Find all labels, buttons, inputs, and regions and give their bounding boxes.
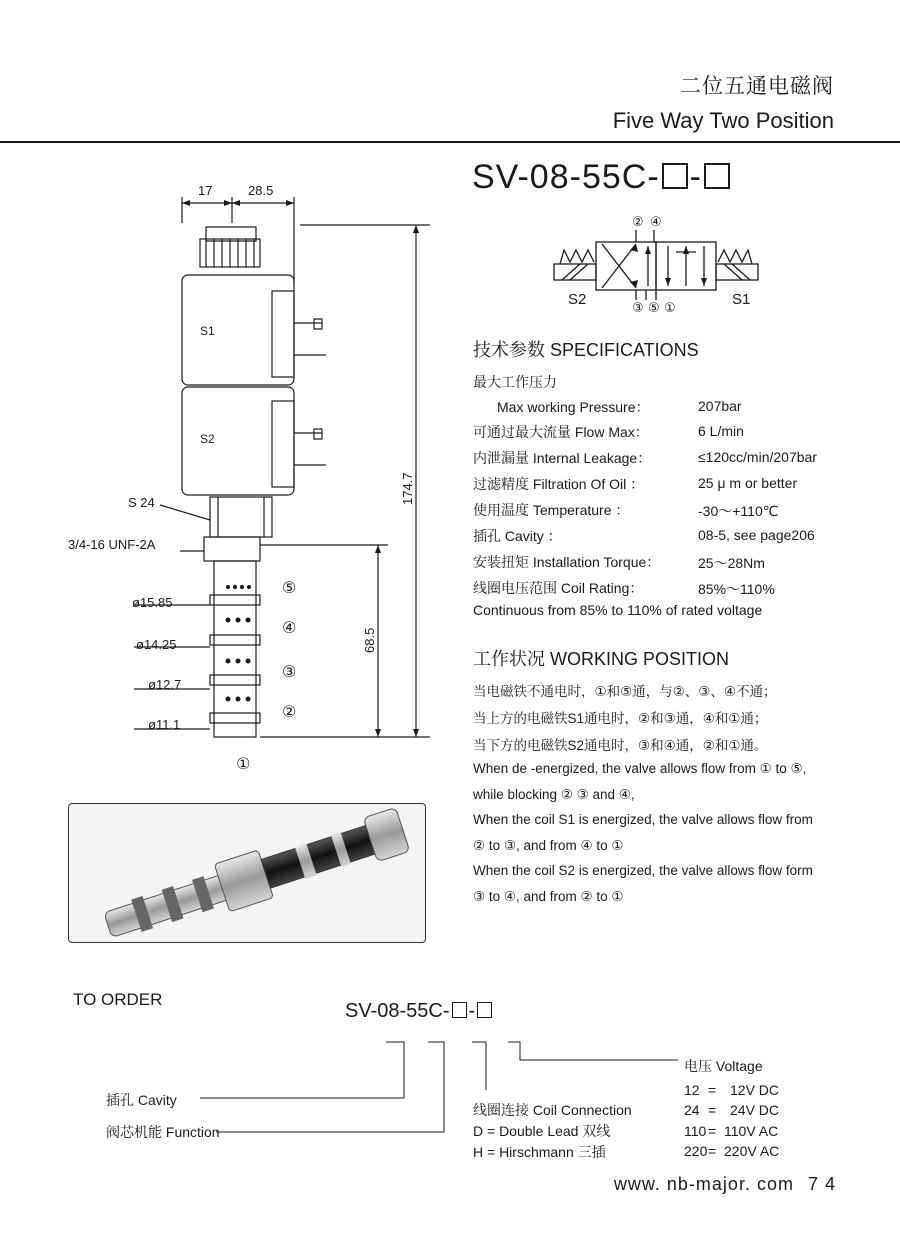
order-voltage-title: 电压 Voltage (684, 1058, 763, 1074)
spec-label-leakage: 内泄漏量 Internal Leakage： (473, 450, 652, 466)
option-box (704, 163, 730, 189)
spec-label-max-pressure: Max working Pressure： (497, 399, 650, 415)
order-model (345, 1000, 494, 1023)
port-4-label: ④ (282, 618, 297, 637)
working-line: while blocking ② ③ and ④, (473, 787, 635, 802)
coil-s1-label: S1 (200, 324, 215, 338)
voltage-code: 220 (684, 1143, 708, 1159)
page-number: 7 4 (807, 1174, 836, 1194)
dim-68-5: 68.5 (362, 627, 377, 653)
page-title-cn: 二位五通电磁阀 (680, 75, 834, 98)
diameter-15-85: ø15.85 (132, 595, 173, 610)
order-model-dash: - (468, 1000, 476, 1022)
port-3-label: ③ (282, 662, 297, 681)
thread-label: 3/4-16 UNF-2A (68, 537, 156, 552)
hydraulic-symbol (550, 212, 762, 316)
spec-value-leakage: ≤120cc/min/207bar (698, 449, 817, 465)
cartridge-illustration (69, 804, 425, 942)
working-line: When de -energized, the valve allows flow from ① to ⑤, (473, 761, 807, 776)
working-line: 当下方的电磁铁S2通电时，③和④通，②和①通。 (473, 738, 768, 753)
voltage-eq: = (708, 1143, 717, 1159)
diameter-14-25: ø14.25 (136, 637, 177, 652)
option-box (452, 1002, 467, 1018)
symbol-port-1: ① (664, 301, 676, 316)
spec-label-max-pressure-cn: 最大工作压力 (473, 374, 557, 390)
spec-label-flow: 可通过最大流量 Flow Max： (473, 424, 649, 440)
diameter-11-1: ø11.1 (148, 717, 181, 732)
model-dash: - (689, 158, 702, 196)
order-title: TO ORDER (73, 990, 163, 1009)
port-5-label: ⑤ (282, 578, 297, 597)
symbol-port-4: ④ (650, 215, 662, 230)
valve-drawing (60, 175, 440, 785)
diameter-12-7: ø12.7 (148, 677, 182, 692)
spec-value-max-pressure: 207bar (698, 398, 742, 414)
voltage-value: 24V DC (730, 1102, 780, 1118)
specs-title: 技术参数 SPECIFICATIONS (473, 340, 699, 360)
voltage-code: 24 (684, 1102, 700, 1118)
port-2-label: ② (282, 702, 297, 721)
header-rule (0, 141, 900, 143)
voltage-value: 110V AC (724, 1123, 779, 1139)
spec-value-torque: 25～28Nm (698, 555, 765, 571)
voltage-eq: = (708, 1082, 717, 1098)
spec-label-coil-rating: 线圈电压范围 Coil Rating： (473, 580, 644, 596)
voltage-code: 110 (684, 1123, 707, 1139)
voltage-eq: = (708, 1123, 717, 1139)
voltage-value: 12V DC (730, 1082, 780, 1098)
symbol-port-3: ③ (632, 301, 644, 316)
option-box (662, 163, 688, 189)
dim-17: 17 (198, 183, 213, 198)
order-model-prefix: SV-08-55C- (345, 1000, 450, 1022)
page-title-en: Five Way Two Position (612, 108, 834, 133)
product-photo (68, 803, 426, 943)
order-cavity-label: 插孔 Cavity (106, 1092, 177, 1108)
symbol-port-2: ② (632, 215, 644, 230)
working-line: ③ to ④, and from ② to ① (473, 889, 624, 904)
voltage-value: 220V AC (724, 1143, 780, 1159)
voltage-code: 12 (684, 1082, 700, 1098)
spec-value-temperature: -30～+110℃ (698, 503, 779, 519)
spec-label-filtration: 过滤精度 Filtration Of Oil ： (473, 476, 645, 492)
working-line: 当电磁铁不通电时，①和⑤通，与②、③、④不通； (473, 684, 777, 699)
order-coil-d: D = Double Lead 双线 (473, 1123, 611, 1139)
spec-value-coil-rating: 85%～110% (698, 581, 775, 597)
hex-label: S 24 (128, 495, 155, 510)
spec-value-cavity: 08-5, see page206 (698, 527, 815, 543)
model-title (472, 158, 732, 197)
dim-28-5: 28.5 (248, 183, 274, 198)
working-line: 当上方的电磁铁S1通电时，②和③通，④和①通； (473, 711, 768, 726)
working-line: When the coil S2 is energized, the valve allows flow form (473, 863, 813, 878)
spec-note: Continuous from 85% to 110% of rated voltage (473, 602, 763, 618)
symbol-label-s1: S1 (732, 291, 751, 308)
spec-value-flow: 6 L/min (698, 423, 744, 439)
footer (614, 1174, 836, 1195)
working-line: ② to ③, and from ④ to ① (473, 838, 624, 853)
footer-url[interactable]: www. nb-major. com (613, 1174, 794, 1194)
spec-value-filtration: 25 μ m or better (698, 475, 798, 491)
order-coil-title: 线圈连接 Coil Connection (473, 1102, 632, 1118)
order-function-label: 阀芯机能 Function (106, 1124, 220, 1140)
working-line: When the coil S1 is energized, the valve allows flow from (473, 812, 813, 827)
working-title: 工作状况 WORKING POSITION (473, 649, 730, 669)
dim-174-7: 174.7 (400, 472, 415, 505)
spec-label-cavity: 插孔 Cavity ： (473, 528, 562, 544)
spec-label-temperature: 使用温度 Temperature ： (473, 502, 630, 518)
coil-s2-label: S2 (200, 432, 215, 446)
port-1-label: ① (236, 754, 251, 773)
option-box (477, 1002, 492, 1018)
spec-label-torque: 安装扭矩 Installation Torque： (473, 554, 661, 570)
symbol-port-5: ⑤ (648, 301, 660, 316)
symbol-label-s2: S2 (568, 291, 587, 308)
voltage-eq: = (708, 1102, 717, 1118)
model-prefix: SV-08-55C- (472, 158, 660, 196)
order-coil-h: H = Hirschmann 三插 (473, 1144, 606, 1160)
